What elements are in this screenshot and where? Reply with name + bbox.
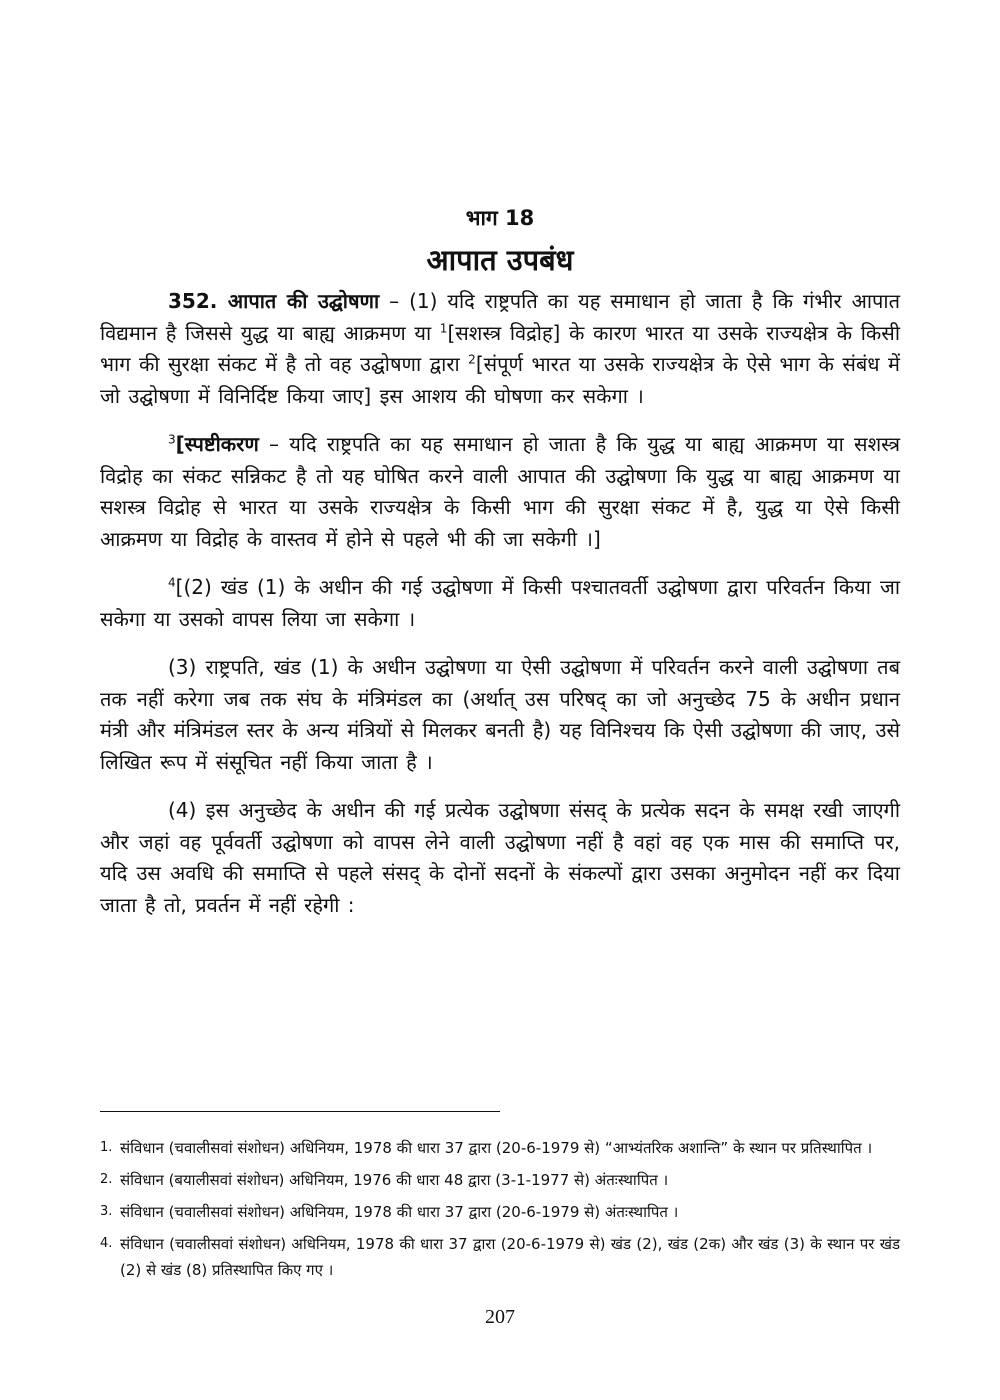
footnote-divider — [100, 1111, 500, 1112]
footnote-text: संविधान (बयालीसवां संशोधन) अधिनियम, 1976 की धारा 48 द्वारा (3-1-1977 से) अंतःस्थापित । — [120, 1171, 669, 1189]
clause-2-text: [(2) खंड (1) के अधीन की गई उद्घोषणा में किसी पश्चातवर्ती उद्घोषणा द्वारा परिवर्तन किया जा सकेगा या उसको वापस लिया जा सकेगा । — [100, 575, 900, 631]
footnote-ref-3: 3 — [168, 432, 176, 447]
clause-4-paragraph — [100, 795, 900, 921]
clause-1-text-2: [सशस्त्र विद्रोह] के कारण भारत या उसके राज्यक्षेत्र के किसी भाग की सुरक्षा संकट में है तो वह उद्घोषणा द्वारा — [100, 320, 900, 376]
footnote-text: संविधान (चवालीसवां संशोधन) अधिनियम, 1978 की धारा 37 द्वारा (20-6-1979 से) “आभ्यंतरिक अशान्ति” के स्थान पर प्रतिस्थापित । — [120, 1139, 873, 1157]
explanation-paragraph — [100, 429, 900, 555]
clause-3-paragraph — [100, 652, 900, 778]
clause-2-paragraph — [100, 572, 900, 635]
part-label: भाग 18 — [465, 206, 535, 230]
page-number: 207 — [485, 1306, 515, 1328]
explanation-heading: [स्पष्टीकरण — [175, 432, 259, 456]
footnotes — [100, 1135, 900, 1289]
footnote-item — [100, 1231, 900, 1283]
footnote-item — [100, 1199, 900, 1225]
clause-3-text: (3) राष्ट्रपति, खंड (1) के अधीन उद्घोषणा या ऐसी उद्घोषणा में परिवर्तन करने वाली उद्घोषणा तब तक नहीं करेगा जब तक संघ के मंत्रिमंडल का (अर्थात् उस परिषद् का जो अनुच्छेद 75 के अधीन प्रधान मंत्री और मंत्रिमंडल स्तर के अन्य मंत्रियों से मिलकर बनती है) यह विनिश्चय कि ऐसी उद्घोषणा की जाए, उसे लिखित रूप में संसूचित नहीं किया जाता है । — [100, 655, 901, 774]
footnote-ref-1: 1 — [439, 320, 448, 335]
explanation-text: – यदि राष्ट्रपति का यह समाधान हो जाता है कि युद्ध या बाह्य आक्रमण या सशस्त्र विद्रोह का संकट सन्निकट है तो यह घोषित करने वाली आपात की उद्घोषणा कि युद्ध या बाह्य आक्रमण या सशस्त्र विद्रोह से भारत या उसके राज्यक्षेत्र के किसी भाग की सुरक्षा संकट में है, युद्ध या ऐसे किसी आक्रमण या विद्रोह के वास्तव में होने से पहले भी की जा सकेगी ।] — [100, 432, 900, 551]
footnote-ref-4: 4 — [168, 575, 176, 590]
footnote-text: संविधान (चवालीसवां संशोधन) अधिनियम, 1978 की धारा 37 द्वारा (20-6-1979 से) खंड (2), खंड (2क) और खंड (3) के स्थान पर खंड (2) से खंड (8) प्रतिस्थापित किए गए । — [120, 1235, 900, 1279]
article-heading: 352. आपात की उद्घोषणा — [168, 289, 380, 313]
footnote-number: 3. — [100, 1204, 113, 1219]
footnote-number: 1. — [100, 1140, 113, 1155]
footnote-text: संविधान (चवालीसवां संशोधन) अधिनियम, 1978 की धारा 37 द्वारा (20-6-1979 से) अंतःस्थापित । — [120, 1203, 679, 1221]
article-body — [100, 286, 900, 938]
clause-4-text: (4) इस अनुच्छेद के अधीन की गई प्रत्येक उद्घोषणा संसद् के प्रत्येक सदन के समक्ष रखी जाएगी और जहां वह पूर्ववर्ती उद्घोषणा को वापस लेने वाली उद्घोषणा नहीं है वहां वह एक मास की समाप्ति पर, यदि उस अवधि की समाप्ति से पहले संसद् के दोनों सदनों के संकल्पों द्वारा उसका अनुमोदन नहीं कर दिया जाता है तो, प्रवर्तन में नहीं रहेगी : — [100, 798, 900, 917]
clause-1-paragraph — [100, 286, 900, 412]
part-title: आपात उपबंध — [426, 243, 574, 277]
clause-1-text-3: [संपूर्ण भारत या उसके राज्यक्षेत्र के ऐसे भाग के संबंध में जो उद्घोषणा में विनिर्दिष्ट किया जाए] इस आशय की घोषणा कर सकेगा । — [100, 352, 900, 408]
footnote-ref-2: 2 — [468, 352, 476, 367]
clause-1-text: – (1) यदि राष्ट्रपति का यह समाधान हो जाता है कि गंभीर आपात विद्यमान है जिससे युद्ध या बाह्य आक्रमण या — [100, 289, 900, 345]
footnote-item — [100, 1167, 900, 1193]
footnote-item — [100, 1135, 900, 1161]
footnote-number: 2. — [100, 1172, 113, 1187]
footnote-number: 4. — [100, 1236, 113, 1251]
